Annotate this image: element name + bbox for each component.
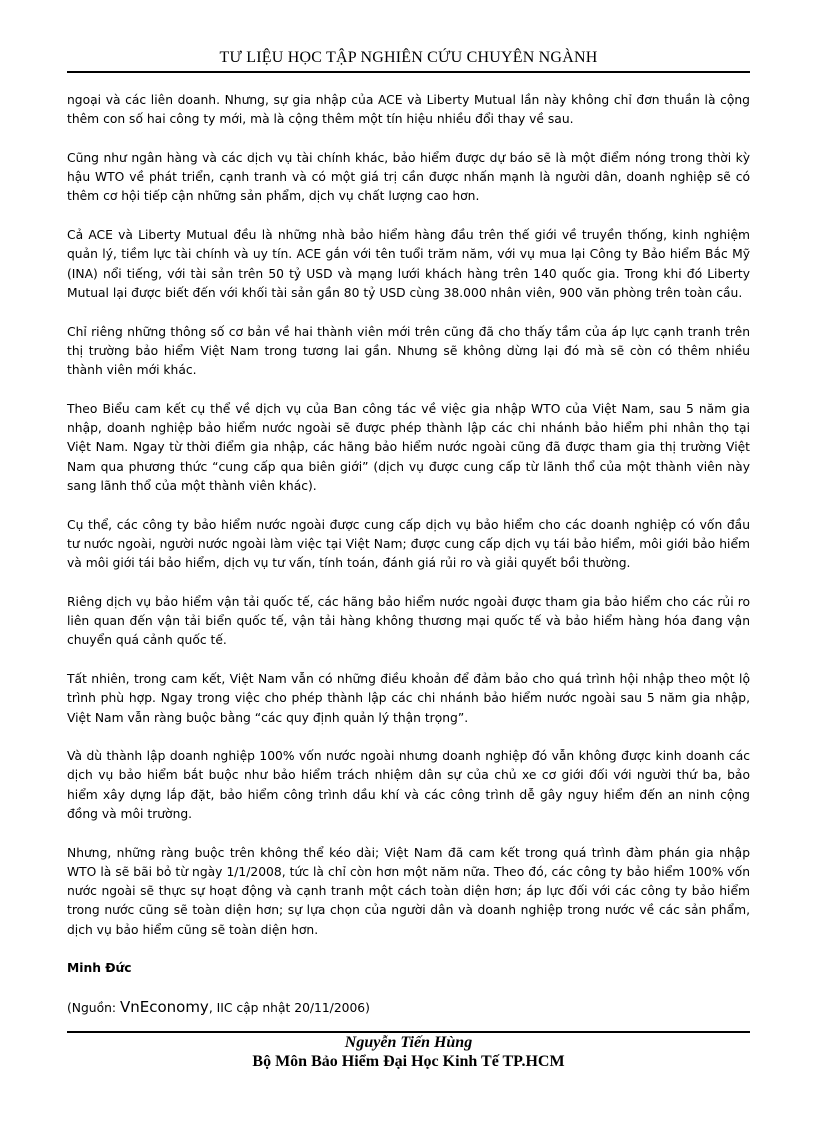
article-paragraph: Tất nhiên, trong cam kết, Việt Nam vẫn có những điều khoản để đảm bảo cho quá trình hội nhập theo một lộ trình phù hợp. Ngay trong việc cho phép thành lập các chi nhánh bảo hiểm nước ngoài sau 5 năm gia nhập, Việt Nam vẫn ràng buộc bằng “các quy định quản lý thận trọng”. (67, 671, 750, 725)
article-source (67, 998, 750, 1018)
footer-author-name: Nguyễn Tiến Hùng (344, 1034, 473, 1051)
article-paragraph: Riêng dịch vụ bảo hiểm vận tải quốc tế, các hãng bảo hiểm nước ngoài được tham gia bảo hiểm cho các rủi ro liên quan đến vận tải biển quốc tế, vận tải hàng không thương mại quốc tế và bảo hiểm hàng hóa đang vận chuyển quá cảnh quốc tế. (67, 594, 750, 648)
footer-divider (67, 1031, 750, 1033)
article-paragraph: Theo Biểu cam kết cụ thể về dịch vụ của Ban công tác về việc gia nhập WTO của Việt Nam, sau 5 năm gia nhập, doanh nghiệp bảo hiểm nước ngoài sẽ được phép thành lập các chi nhánh bảo hiểm phi nhân thọ tại Việt Nam. Ngay từ thời điểm gia nhập, các hãng bảo hiểm nước ngoài cũng đã được tham gia thị trường Việt Nam qua phương thức “cung cấp qua biên giới” (dịch vụ được cung cấp từ lãnh thổ của một thành viên này sang lãnh thổ của một thành viên khác). (67, 401, 750, 493)
article-paragraph: Cả ACE và Liberty Mutual đều là những nhà bảo hiểm hàng đầu trên thế giới về truyền thống, kinh nghiệm quản lý, tiềm lực tài chính và uy tín. ACE gắn với tên tuổi trăm năm, với vụ mua lại Công ty Bảo hiểm Bắc Mỹ (INA) nổi tiếng, với tài sản trên 50 tỷ USD và mạng lưới khách hàng trên 140 quốc gia. Trong khi đó Liberty Mutual lại được biết đến với khối tài sản gần 80 tỷ USD cùng 38.000 nhân viên, 900 văn phòng trên toàn cầu. (67, 228, 750, 300)
source-name: VnEconomy (119, 997, 209, 1016)
footer-department: Bộ Môn Bảo Hiểm Đại Học Kinh Tế TP.HCM (252, 1053, 565, 1070)
article-paragraph: Cụ thể, các công ty bảo hiểm nước ngoài được cung cấp dịch vụ bảo hiểm cho các doanh nghiệp có vốn đầu tư nước ngoài, người nước ngoài làm việc tại Việt Nam; được cung cấp dịch vụ tái bảo hiểm, môi giới bảo hiểm và môi giới tái bảo hiểm, dịch vụ tư vấn, tính toán, đánh giá rủi ro và giải quyết bồi thường. (67, 517, 750, 571)
article-author: Minh Đức (67, 961, 132, 976)
source-suffix: , IIC cập nhật 20/11/2006) (208, 1000, 370, 1015)
article-paragraph: Nhưng, những ràng buộc trên không thể kéo dài; Việt Nam đã cam kết trong quá trình đàm phán gia nhập WTO là sẽ bãi bỏ từ ngày 1/1/2008, tức là chỉ còn hơn một năm nữa. Theo đó, các công ty bảo hiểm 100% vốn nước ngoài sẽ thực sự hoạt động và cạnh tranh một cách toàn diện hơn; áp lực đối với các công ty bảo hiểm trong nước cũng sẽ toàn diện hơn; sự lựa chọn của người dân và doanh nghiệp trong nước về các sản phẩm, dịch vụ bảo hiểm cũng sẽ toàn diện hơn. (67, 845, 750, 937)
article-paragraph: Và dù thành lập doanh nghiệp 100% vốn nước ngoài nhưng doanh nghiệp đó vẫn không được kinh doanh các dịch vụ bảo hiểm bắt buộc như bảo hiểm trách nhiệm dân sự của chủ xe cơ giới đối với người thứ ba, bảo hiểm xây dựng lắp đặt, bảo hiểm công trình dầu khí và các công trình dễ gây nguy hiểm đến an ninh cộng đồng và môi trường. (67, 749, 750, 821)
article-body (67, 91, 750, 1038)
article-paragraph: Cũng như ngân hàng và các dịch vụ tài chính khác, bảo hiểm được dự báo sẽ là một điểm nóng trong thời kỳ hậu WTO về phát triển, cạnh tranh và có một giá trị cần được nhấn mạnh là người dân, doanh nghiệp sẽ có thêm cơ hội tiếp cận những sản phẩm, dịch vụ chất lượng cao hơn. (67, 150, 750, 204)
page-header-title: TƯ LIỆU HỌC TẬP NGHIÊN CỨU CHUYÊN NGÀNH (219, 49, 598, 66)
header-divider (67, 71, 750, 73)
article-paragraph: Chỉ riêng những thông số cơ bản về hai thành viên mới trên cũng đã cho thấy tầm của áp lực cạnh tranh trên thị trường bảo hiểm Việt Nam trong tương lai gần. Nhưng sẽ không dừng lại đó mà sẽ còn có thêm nhiều thành viên mới khác. (67, 324, 750, 378)
source-prefix: (Nguồn: (67, 1000, 120, 1015)
article-paragraph: ngoại và các liên doanh. Nhưng, sự gia nhập của ACE và Liberty Mutual lần này không chỉ đơn thuần là cộng thêm con số hai công ty mới, mà là cộng thêm một tín hiệu nhiều đổi thay về sau. (67, 93, 750, 127)
